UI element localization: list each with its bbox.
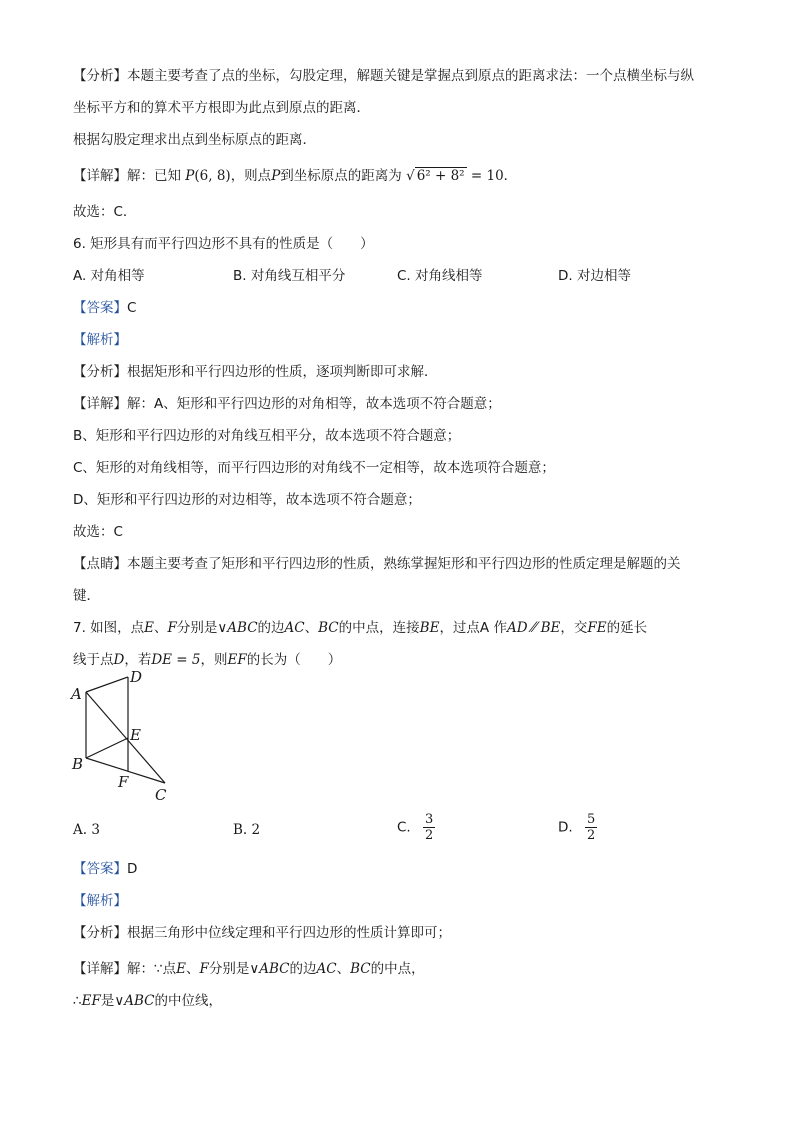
analysis-text: 根据矩形和平行四边形的性质，逐项判断即可求解． <box>127 364 438 380</box>
q6-answer <box>73 298 136 318</box>
q-text: 线于点 <box>73 652 114 668</box>
q5-analysis-line1 <box>73 66 694 86</box>
math-ef: EF <box>81 993 101 1009</box>
math-point-p: P <box>185 168 195 184</box>
label-d: D <box>130 668 143 686</box>
q6-option-d: D. 对边相等 <box>558 268 631 284</box>
numerator: 3 <box>425 812 434 827</box>
q6-option-b: B. 对角线互相平分 <box>233 268 346 284</box>
math-ef: EF <box>227 652 247 668</box>
detail-text: ，则点 <box>230 168 272 184</box>
math-e: E <box>176 961 186 977</box>
label-a: A <box>71 685 82 703</box>
answer-value: D <box>127 861 138 877</box>
detail-text: 是 <box>100 993 115 1009</box>
detail-text: 解：A、矩形和平行四边形的对角相等，故本选项不符合题意； <box>127 396 501 412</box>
math-result: = 10 <box>470 168 504 184</box>
denominator: 2 <box>586 828 596 843</box>
q7-option-d <box>558 812 597 843</box>
q5-analysis-line3: 根据勾股定理求出点到坐标原点的距离． <box>73 132 316 148</box>
answer-tag: 【答案】 <box>73 300 127 316</box>
q-text: 7. 如图，点 <box>73 620 145 636</box>
math-ad-parallel-be: AD ⁄⁄ BE <box>506 620 561 636</box>
q-text: ，交 <box>560 620 588 636</box>
q7-answer <box>73 859 137 879</box>
detail-tag: 【详解】 <box>73 168 127 184</box>
detail-text: 到坐标原点的距离为 <box>280 168 402 184</box>
math-f: F <box>199 961 209 977</box>
q-text: ，若 <box>124 652 152 668</box>
q6-option-a: A. 对角相等 <box>73 268 145 284</box>
q7-question-line2 <box>73 650 341 670</box>
option-text: A. 3 <box>73 822 100 838</box>
math-d: D <box>113 652 125 668</box>
q7-analysis <box>73 923 451 943</box>
q6-analysis <box>73 362 438 382</box>
math-triangle: ∨ABC <box>217 620 258 636</box>
math-bc: BC <box>350 961 371 977</box>
q6-choose: 故选：C <box>73 524 123 540</box>
detail-text: 、 <box>185 961 200 977</box>
q6-option-c: C. 对角线相等 <box>397 268 483 284</box>
option-text: B. 2 <box>233 822 261 838</box>
analysis-text: 根据三角形中位线定理和平行四边形的性质计算即可； <box>127 925 451 941</box>
detail-text: 的中点， <box>370 961 425 977</box>
q5-choose: 故选：C． <box>73 204 137 220</box>
label-f: F <box>118 773 129 791</box>
detail-text: 、 <box>336 961 351 977</box>
analysis-tag: 【分析】 <box>73 925 127 941</box>
detail-text: 的边 <box>289 961 317 977</box>
fraction <box>423 812 435 843</box>
detail-text: ∴ <box>73 993 82 1009</box>
math-ac: AC <box>284 620 305 636</box>
numerator: 5 <box>586 812 596 827</box>
q-text: 的长为（ ） <box>246 652 342 668</box>
label-c: C <box>155 786 167 804</box>
q6-detail-line2: B、矩形和平行四边形的对角线互相平分，故本选项不符合题意； <box>73 428 461 444</box>
q7-option-a <box>73 820 100 840</box>
detail-text: 的中位线， <box>154 993 222 1009</box>
jiexi-tag: 【解析】 <box>73 332 127 348</box>
detail-text: 解：已知 <box>127 168 181 184</box>
math-be: BE <box>419 620 440 636</box>
detail-text: 分别是 <box>208 961 250 977</box>
math-triangle: ∨ABC <box>114 993 155 1009</box>
comment-text: 本题主要考查了矩形和平行四边形的性质，熟练掌握矩形和平行四边形的性质定理是解题的关 <box>127 556 681 572</box>
segment-be <box>86 738 128 758</box>
segment-ac <box>86 692 165 783</box>
detail-text: ． <box>503 168 518 184</box>
option-prefix: C. <box>397 819 411 836</box>
detail-tag: 【详解】 <box>73 396 127 412</box>
comment-tag: 【点睛】 <box>73 556 127 572</box>
math-de-eq: DE = 5 <box>151 652 201 668</box>
q7-question-line1 <box>73 618 647 638</box>
math-sqrt: √ 6² + 8² <box>406 168 465 184</box>
label-b: B <box>72 755 84 773</box>
math-p: P <box>271 168 281 184</box>
detail-text: 解：∵点 <box>127 961 177 977</box>
q7-option-c <box>397 812 435 843</box>
q7-detail-line2 <box>73 991 222 1011</box>
q5-analysis-line2: 坐标平方和的算术平方根即为此点到原点的距离． <box>73 100 370 116</box>
math-bc: BC <box>318 620 339 636</box>
q6-question: 6. 矩形具有而平行四边形不具有的性质是（ ） <box>73 236 374 252</box>
math-triangle: ∨ABC <box>249 961 290 977</box>
q-text: 的边 <box>257 620 285 636</box>
q7-option-b <box>233 820 260 840</box>
q5-detail-line <box>73 166 517 186</box>
math-point-coords: (6, 8) <box>194 168 231 184</box>
q-text: 、 <box>304 620 319 636</box>
math-e: E <box>144 620 155 636</box>
analysis-tag: 【分析】 <box>73 364 127 380</box>
q6-jiexi <box>73 330 127 350</box>
q7-geometry-figure <box>66 668 186 808</box>
math-fe: FE <box>587 620 607 636</box>
segment-ad <box>86 677 128 692</box>
denominator: 2 <box>425 828 434 843</box>
q6-detail-line3: C、矩形的对角线相等，而平行四边形的对角线不一定相等，故本选项符合题意； <box>73 460 555 476</box>
analysis-tag: 【分析】 <box>73 68 127 84</box>
option-prefix: D. <box>558 819 573 836</box>
q-text: 、 <box>154 620 168 636</box>
q-text: ，则 <box>200 652 228 668</box>
detail-tag: 【详解】 <box>73 961 127 977</box>
label-e: E <box>130 726 141 744</box>
q6-comment-line1 <box>73 554 681 574</box>
math-f: F <box>167 620 177 636</box>
q6-detail-line1 <box>73 394 501 414</box>
q-text: ，过点A 作 <box>439 620 507 636</box>
q-text: 的中点，连接 <box>338 620 420 636</box>
q6-comment-line2: 键． <box>73 588 100 604</box>
q7-detail-line1 <box>73 959 425 979</box>
q-text: 的延长 <box>606 620 648 636</box>
analysis-text: 本题主要考查了点的坐标，勾股定理，解题关键是掌握点到原点的距离求法：一个点横坐标与纵 <box>127 68 694 84</box>
answer-value: C <box>127 300 137 316</box>
q6-detail-line4: D、矩形和平行四边形的对边相等，故本选项不符合题意； <box>73 492 421 508</box>
math-sqrt-radicand: 6² + 8² <box>416 168 465 184</box>
jiexi-tag: 【解析】 <box>73 893 127 909</box>
math-ac: AC <box>316 961 337 977</box>
fraction <box>585 812 597 843</box>
answer-tag: 【答案】 <box>73 861 127 877</box>
q7-jiexi <box>73 891 127 911</box>
q-text: 分别是 <box>176 620 218 636</box>
